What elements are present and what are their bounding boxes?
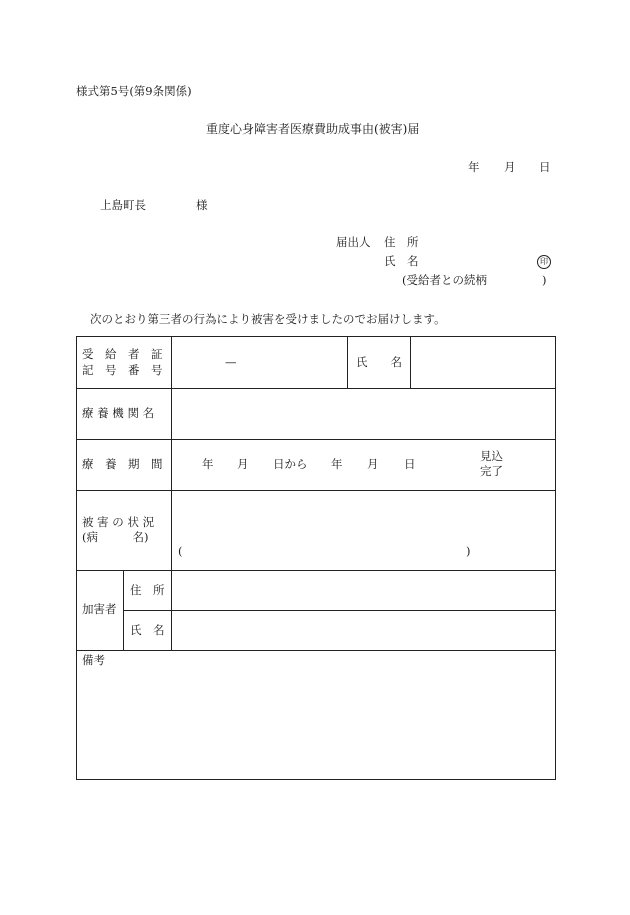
date-day-label: 日 (539, 160, 551, 174)
date-month-label: 月 (504, 160, 516, 174)
addressee-honorific: 様 (196, 198, 208, 212)
table-rule (77, 439, 556, 440)
table-rule (123, 610, 556, 611)
table-rule (171, 337, 172, 650)
table-rule (77, 490, 556, 491)
offender-name-field[interactable] (175, 614, 553, 647)
offender-name-label: 氏 名 (130, 623, 165, 637)
disease-paren-close: ) (466, 544, 471, 558)
table-rule (77, 570, 556, 571)
institution-label: 療 養 機 関 名 (82, 406, 155, 420)
period-to-month: 月 (367, 457, 379, 471)
applicant-name-label: 氏 名 (384, 254, 419, 268)
cert-label-line1: 受 給 者 証 (82, 347, 163, 361)
damage-label-line2: (病 名) (82, 530, 149, 544)
table-rule (347, 337, 348, 388)
seal-icon: 印 (537, 255, 551, 269)
remarks-label: 備考 (82, 653, 105, 667)
name-field[interactable] (413, 340, 553, 385)
applicant-label: 届出人 (336, 235, 371, 249)
table-rule (123, 570, 124, 650)
date-year-label: 年 (468, 160, 480, 174)
name-label: 氏 名 (356, 355, 402, 369)
seal-mark (537, 255, 551, 269)
disease-paren-open: ( (178, 544, 183, 558)
cert-label-line2: 記 号 番 号 (82, 363, 163, 377)
period-from-year: 年 (202, 457, 214, 471)
offender-address-label: 住 所 (130, 583, 165, 597)
cert-number-value: — (225, 355, 237, 369)
damage-status-field[interactable] (175, 494, 553, 540)
period-to-day: 日 (404, 457, 416, 471)
addressee-name: 上島町長 (100, 198, 146, 212)
applicant-relation-close: ) (542, 273, 547, 287)
statement-text: 次のとおり第三者の行為により被害を受けましたのでお届けします。 (90, 312, 446, 326)
form-number: 様式第5号(第9条関係) (76, 84, 192, 98)
applicant-address-label: 住 所 (384, 235, 419, 249)
offender-address-field[interactable] (175, 574, 553, 607)
period-from-day: 日から (273, 457, 308, 471)
period-label: 療 養 期 間 (82, 457, 163, 471)
period-to-year: 年 (331, 457, 343, 471)
application-table (76, 336, 556, 780)
damage-label-line1: 被 害 の 状 況 (82, 515, 155, 529)
form-title: 重度心身障害者医療費助成事由(被害)届 (206, 122, 420, 136)
table-rule (410, 337, 411, 388)
status-estimated[interactable]: 見込 (480, 449, 503, 463)
period-from-month: 月 (237, 457, 249, 471)
table-rule (77, 650, 556, 651)
table-rule (77, 388, 556, 389)
status-completed[interactable]: 完了 (480, 464, 503, 478)
offender-label: 加害者 (82, 602, 117, 616)
applicant-relation-label: (受給者との続柄 (402, 273, 487, 287)
remarks-field[interactable] (82, 671, 551, 775)
institution-field[interactable] (175, 392, 553, 436)
